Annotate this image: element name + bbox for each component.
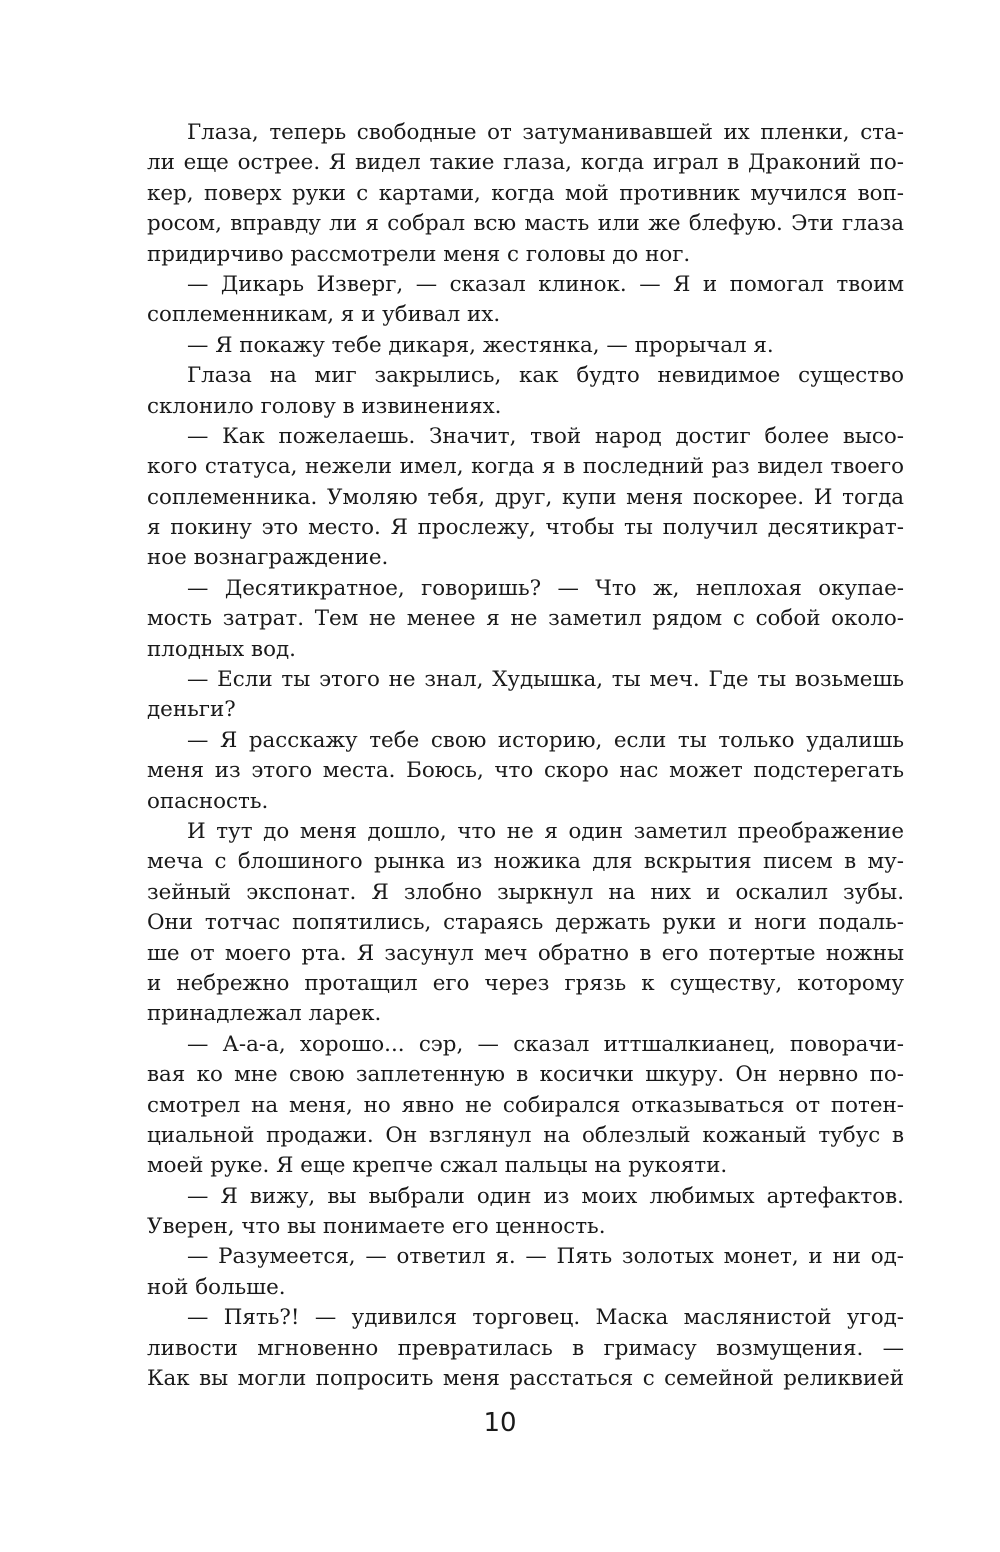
text-line: принадлежал ларек.: [147, 1001, 382, 1027]
text-line: — Если ты этого не знал, Худышка, ты меч. Где ты возьмешь: [187, 667, 904, 693]
text-line: — Я покажу тебе дикаря, жестянка, — прорычал я.: [187, 332, 774, 358]
text-line: Глаза на миг закрылись, как будто невидимое существо: [187, 363, 904, 389]
text-line: — Я вижу, вы выбрали один из моих любимых артефактов.: [187, 1183, 904, 1209]
text-line: Они тотчас попятились, стараясь держать руки и ноги подаль-: [147, 910, 904, 936]
text-line: Как вы могли попросить меня расстаться с семейной реликвией: [147, 1366, 904, 1392]
text-line: вая ко мне свою заплетенную в косички шкуру. Он нервно по-: [147, 1062, 904, 1088]
text-line: мость затрат. Тем не менее я не заметил рядом с собой около-: [147, 606, 904, 632]
text-line: — А-а-а, хорошо... сэр, — сказал иттшалкианец, поворачи-: [187, 1031, 904, 1057]
text-line: деньги?: [147, 697, 236, 723]
text-line: росом, вправду ли я собрал всю масть или же блефую. Эти глаза: [147, 211, 904, 237]
text-line: ное вознаграждение.: [147, 545, 389, 571]
text-line: Глаза, теперь свободные от затуманивавшей их пленки, ста-: [187, 120, 904, 145]
text-line: смотрел на меня, но явно не собирался отказываться от потен-: [147, 1092, 904, 1118]
text-line: соплеменникам, я и убивал их.: [147, 302, 501, 328]
text-line: опасность.: [147, 788, 269, 814]
text-line: циальной продажи. Он взглянул на облезлый кожаный тубус в: [147, 1122, 904, 1148]
text-line: придирчиво рассмотрели меня с головы до ног.: [147, 241, 691, 267]
text-line: — Я расскажу тебе свою историю, если ты только удалишь: [187, 727, 904, 753]
text-line: — Десятикратное, говоришь? — Что ж, неплохая окупае-: [187, 575, 904, 601]
body-text: [147, 118, 904, 1394]
text-line: ливости мгновенно превратилась в гримасу возмущения. —: [147, 1335, 904, 1361]
text-line: кер, поверх руки с картами, когда мой противник мучился воп-: [147, 180, 904, 206]
text-line: моей руке. Я еще крепче сжал пальцы на рукояти.: [147, 1153, 728, 1179]
text-line: меча с блошиного рынка из ножика для вскрытия писем в му-: [147, 849, 904, 875]
text-line: — Разумеется, — ответил я. — Пять золотых монет, и ни од-: [187, 1244, 904, 1270]
text-line: И тут до меня дошло, что не я один заметил преображение: [187, 818, 904, 844]
text-line: зейный экспонат. Я злобно зыркнул на них и оскалил зубы.: [147, 879, 904, 905]
text-line: плодных вод.: [147, 636, 296, 662]
text-line: и небрежно протащил его через грязь к существу, которому: [147, 970, 904, 996]
text-line: я покину это место. Я прослежу, чтобы ты получил десятикрат-: [147, 515, 904, 541]
text-line: склонило голову в извинениях.: [147, 393, 502, 419]
text-line: — Пять?! — удивился торговец. Маска маслянистой угод-: [187, 1305, 904, 1331]
text-line: ной больше.: [147, 1274, 286, 1300]
page-number: 10: [483, 1408, 517, 1438]
text-line: соплеменника. Умоляю тебя, друг, купи меня поскорее. И тогда: [147, 484, 904, 510]
text-line: ше от моего рта. Я засунул меч обратно в его потертые ножны: [147, 940, 904, 966]
text-line: меня из этого места. Боюсь, что скоро нас может подстерегать: [147, 758, 904, 784]
text-line: кого статуса, нежели имел, когда я в последний раз видел твоего: [147, 454, 904, 480]
text-line: — Как пожелаешь. Значит, твой народ достиг более высо-: [187, 423, 904, 449]
text-line: Уверен, что вы понимаете его ценность.: [147, 1214, 606, 1240]
text-line: — Дикарь Изверг, — сказал клинок. — Я и помогал твоим: [187, 271, 904, 297]
text-line: ли еще острее. Я видел такие глаза, когда играл в Драконий по-: [147, 150, 904, 176]
